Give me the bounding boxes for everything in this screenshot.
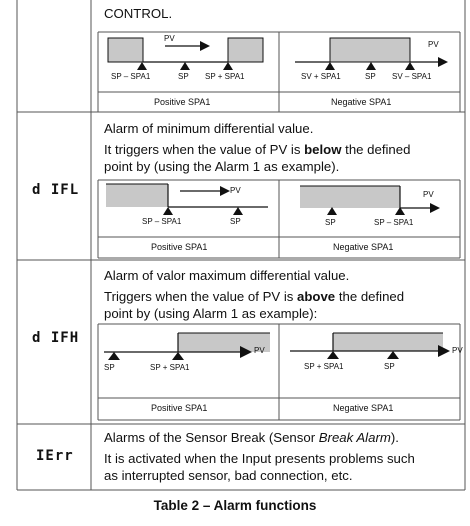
description-line: Alarms of the Sensor Break (Sensor Break Alarm).: [104, 430, 399, 445]
alarm-zone: [330, 38, 410, 62]
description-line: It is activated when the Input presents problems such: [104, 451, 415, 466]
control-negative-diagram: [295, 38, 448, 70]
pv-arrowhead-icon: [438, 345, 450, 357]
marker-triangle-icon: [405, 62, 415, 70]
panel-caption: Positive SPA1: [151, 403, 208, 413]
panel-caption: Positive SPA1: [151, 242, 208, 252]
function-code-difh: d IFH: [32, 330, 80, 346]
marker-triangle-icon: [327, 351, 339, 359]
pv-label: PV: [230, 186, 241, 195]
marker-label: SP – SPA1: [111, 72, 151, 81]
difl-positive-diagram: [106, 184, 268, 215]
marker-label: SP: [325, 218, 336, 227]
marker-label: SP: [230, 217, 241, 226]
pv-arrowhead-icon: [220, 186, 230, 196]
difh-positive-diagram: [104, 333, 270, 360]
panel-caption: Negative SPA1: [333, 403, 394, 413]
marker-label: SP + SPA1: [304, 362, 344, 371]
marker-label: SP: [178, 72, 189, 81]
marker-triangle-icon: [137, 62, 147, 70]
pv-arrowhead-icon: [430, 203, 440, 213]
panel-caption: Negative SPA1: [333, 242, 394, 252]
table-caption: Table 2 – Alarm functions: [153, 498, 317, 513]
pv-label: PV: [428, 40, 439, 49]
marker-label: SP – SPA1: [374, 218, 414, 227]
marker-triangle-icon: [163, 207, 173, 215]
marker-label: SV – SPA1: [392, 72, 432, 81]
panel-caption: Negative SPA1: [331, 97, 392, 107]
description-line: point by (using Alarm 1 as example):: [104, 306, 318, 321]
marker-label: SP: [104, 363, 115, 372]
description-line: as interrupted sensor, bad connection, etc.: [104, 468, 353, 483]
marker-label: SP + SPA1: [150, 363, 190, 372]
alarm-zone: [106, 184, 168, 207]
marker-label: SV + SPA1: [301, 72, 341, 81]
pv-arrowhead-icon: [200, 41, 210, 51]
difl-negative-diagram: [300, 186, 440, 215]
marker-label: SP – SPA1: [142, 217, 182, 226]
description-line: Alarm of valor maximum differential value.: [104, 268, 350, 283]
pv-label: PV: [452, 346, 463, 355]
marker-triangle-icon: [366, 62, 376, 70]
marker-triangle-icon: [387, 351, 399, 359]
function-code-ierr: IErr: [36, 448, 74, 464]
marker-triangle-icon: [327, 207, 337, 215]
marker-triangle-icon: [108, 352, 120, 360]
alarm-zone: [333, 333, 443, 351]
marker-label: SP + SPA1: [205, 72, 245, 81]
alarm-zone-left: [108, 38, 143, 62]
marker-triangle-icon: [172, 352, 184, 360]
difh-negative-diagram: [290, 333, 450, 359]
function-code-difl: d IFL: [32, 182, 80, 198]
marker-label: SP: [384, 362, 395, 371]
pv-arrowhead-icon: [438, 57, 448, 67]
control-positive-diagram: [108, 38, 263, 70]
marker-triangle-icon: [180, 62, 190, 70]
description-line: Triggers when the value of PV is above the defined: [104, 289, 405, 304]
description-line: Alarm of minimum differential value.: [104, 121, 314, 136]
description-line: It triggers when the value of PV is below the defined: [104, 142, 411, 157]
marker-triangle-icon: [223, 62, 233, 70]
panel-caption: Positive SPA1: [154, 97, 211, 107]
alarm-zone: [300, 186, 400, 208]
description-line: point by (using the Alarm 1 as example).: [104, 159, 340, 174]
marker-triangle-icon: [233, 207, 243, 215]
marker-label: SP: [365, 72, 376, 81]
control-heading: CONTROL.: [104, 6, 173, 21]
marker-triangle-icon: [325, 62, 335, 70]
pv-label: PV: [423, 190, 434, 199]
pv-label: PV: [164, 34, 175, 43]
pv-label: PV: [254, 346, 265, 355]
alarm-zone-right: [228, 38, 263, 62]
